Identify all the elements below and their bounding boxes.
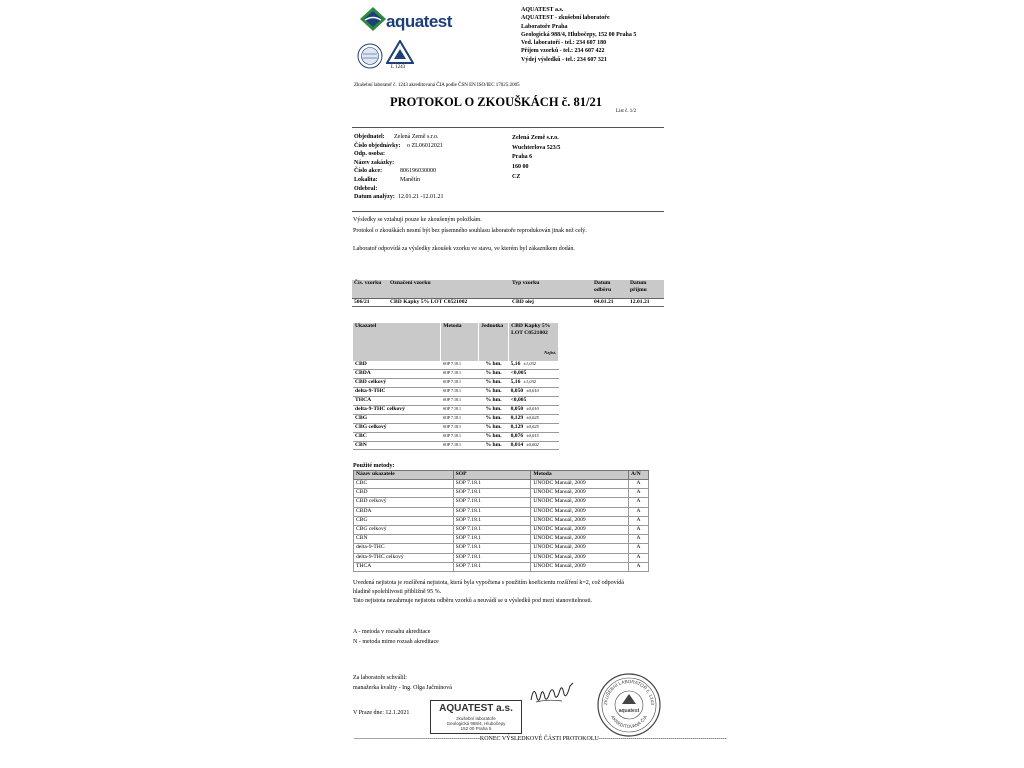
table-row bbox=[353, 361, 559, 370]
result-uncertainty bbox=[526, 397, 529, 402]
divider bbox=[352, 211, 664, 212]
note-line: hladině spolehlivosti přibližně 95 %. bbox=[353, 589, 442, 595]
result-name: CBD celkový bbox=[353, 379, 441, 388]
result-value-cell bbox=[509, 388, 559, 397]
address-line: Zelená Země s.r.o. bbox=[512, 135, 559, 141]
sample-cell: 04.01.21 bbox=[592, 298, 628, 306]
sample-cell: 12.01.21 bbox=[628, 298, 664, 306]
result-method: SOP 7.18.1 bbox=[441, 397, 479, 406]
results-header: Metoda bbox=[441, 323, 479, 361]
client-address bbox=[512, 134, 560, 183]
lab-info bbox=[521, 6, 636, 64]
stamp-name: AQUATEST a.s. bbox=[439, 703, 513, 714]
lab-info-line: Geologická 988/4, Hlubočepy, 152 00 Praha 5 bbox=[521, 31, 637, 38]
stamp-line: 152 00 Praha 5 bbox=[460, 726, 492, 731]
client-label: Číslo objednávky: bbox=[354, 142, 401, 149]
method-cell: CBD celkový bbox=[354, 498, 454, 507]
result-unit: % hm. bbox=[479, 414, 509, 423]
table-row bbox=[353, 414, 559, 423]
result-value: 5,16 bbox=[510, 361, 521, 367]
result-method: SOP 7.18.1 bbox=[441, 379, 479, 388]
result-uncertainty: ±1,032 bbox=[523, 361, 537, 366]
method-cell: UNODC Manuál, 2009 bbox=[531, 498, 629, 507]
method-cell: THCA bbox=[354, 562, 454, 571]
method-cell: SOP 7.18.1 bbox=[453, 489, 531, 498]
samples-header: Datum odběru bbox=[592, 280, 628, 298]
logo-text: aquatest bbox=[386, 12, 452, 31]
result-method: SOP 7.18.1 bbox=[441, 361, 479, 370]
result-name: THCA bbox=[353, 397, 441, 406]
result-uncertainty: ±0,002 bbox=[526, 441, 539, 447]
client-value: Manětín bbox=[400, 176, 420, 183]
method-cell: A bbox=[629, 516, 649, 525]
method-cell: SOP 7.18.1 bbox=[453, 525, 531, 534]
method-cell: CBG bbox=[354, 516, 454, 525]
round-accreditation-stamp-icon bbox=[596, 672, 662, 738]
result-value: <0,005 bbox=[510, 370, 527, 377]
method-cell: CBDA bbox=[354, 507, 454, 516]
round-stamp-center: aquatest bbox=[618, 708, 640, 714]
client-row bbox=[354, 142, 443, 152]
address-line: Wuchterlova 523/5 bbox=[512, 144, 561, 151]
methods-title: Použité metody: bbox=[353, 463, 395, 469]
client-row bbox=[354, 151, 401, 160]
result-value: 5,16 bbox=[510, 379, 521, 386]
method-cell: CBG celkový bbox=[354, 525, 454, 534]
result-value: 0,050 bbox=[510, 405, 524, 412]
table-row bbox=[353, 370, 559, 379]
result-value: <0,005 bbox=[510, 397, 527, 404]
result-name: CBN bbox=[353, 441, 441, 450]
client-value: Zelená Země s.r.o. bbox=[394, 134, 439, 140]
result-method: SOP 7.18.1 bbox=[441, 405, 479, 414]
table-row bbox=[353, 397, 559, 406]
result-method: SOP 7.18.1 bbox=[441, 423, 479, 432]
table-row bbox=[352, 298, 664, 306]
result-uncertainty: ±0,025 bbox=[526, 414, 539, 420]
results-header-sample bbox=[509, 323, 559, 361]
result-method: SOP 7.18.1 bbox=[441, 432, 479, 441]
result-uncertainty: ±0,010 bbox=[526, 405, 539, 411]
method-cell: A bbox=[629, 535, 649, 544]
method-cell: UNODC Manuál, 2009 bbox=[531, 480, 629, 489]
method-cell: A bbox=[629, 489, 649, 498]
method-cell: UNODC Manuál, 2009 bbox=[531, 562, 629, 571]
statement: Laboratoř odpovídá za výsledky zkoušek vzorku ve stavu, ve kterém byl zákazníkem dodán. bbox=[353, 246, 575, 252]
table-row bbox=[354, 553, 649, 562]
method-cell: UNODC Manuál, 2009 bbox=[531, 535, 629, 544]
table-row bbox=[354, 489, 649, 498]
method-cell: UNODC Manuál, 2009 bbox=[531, 507, 629, 516]
method-cell: SOP 7.18.1 bbox=[453, 507, 531, 516]
result-uncertainty bbox=[526, 370, 529, 375]
document-page bbox=[340, 0, 727, 768]
result-value-cell bbox=[509, 423, 559, 432]
method-cell: A bbox=[629, 525, 649, 534]
result-unit: % hm. bbox=[479, 441, 509, 450]
result-value-cell bbox=[509, 397, 559, 406]
result-method: SOP 7.18.1 bbox=[441, 441, 479, 450]
aquatest-logo bbox=[358, 6, 480, 32]
result-uncertainty: ±0,025 bbox=[526, 423, 539, 429]
table-row bbox=[353, 388, 559, 397]
results-header: Ukazatel bbox=[353, 323, 441, 361]
stamp-line: zkušební laboratoře bbox=[456, 716, 496, 721]
note-line: Tato nejistota nezahrnuje nejistotu odběru vzorků a neuvádí se u výsledků pod mezí stanovitelnosti. bbox=[353, 598, 593, 604]
method-cell: SOP 7.18.1 bbox=[453, 562, 531, 571]
method-cell: UNODC Manuál, 2009 bbox=[531, 489, 629, 498]
client-row bbox=[354, 168, 436, 177]
address-line: 160 00 bbox=[512, 164, 529, 171]
approval bbox=[353, 673, 452, 693]
lab-info-line: AQUATEST - zkušební laboratoře bbox=[521, 15, 610, 22]
result-name: CBDA bbox=[353, 370, 441, 379]
lab-info-line: Laboratoře Praha bbox=[521, 23, 568, 30]
company-stamp bbox=[430, 700, 522, 734]
lab-info-line: Příjem vzorků - tel.: 234 607 422 bbox=[521, 48, 605, 55]
result-unit: % hm. bbox=[479, 370, 509, 379]
cia-accreditation-seal bbox=[386, 40, 414, 72]
uncertainty-header: Nejist. bbox=[544, 350, 556, 355]
table-row bbox=[354, 516, 649, 525]
method-cell: A bbox=[629, 553, 649, 562]
client-info bbox=[354, 134, 444, 203]
statement: Protokol o zkouškách nesmí být bez písemného souhlasu laboratoře reprodukován jinak než celý. bbox=[353, 228, 587, 234]
result-value-cell bbox=[509, 405, 559, 414]
accreditation-line: Zkušební laboratoř č. 1243 akreditovaná ČIA podle ČSN EN ISO/IEC 17025:2005 bbox=[354, 83, 520, 88]
method-cell: CBN bbox=[354, 535, 454, 544]
result-value: 0,076 bbox=[510, 432, 524, 439]
result-value-cell bbox=[509, 361, 559, 370]
table-row bbox=[353, 423, 559, 432]
method-cell: A bbox=[629, 507, 649, 516]
method-cell: CBD bbox=[354, 489, 454, 498]
result-uncertainty: ±0,010 bbox=[526, 388, 539, 394]
date-line: V Praze dne: 12.1.2021 bbox=[353, 710, 410, 716]
result-unit: % hm. bbox=[479, 432, 509, 441]
result-name: CBG bbox=[353, 414, 441, 423]
result-value: 0,050 bbox=[510, 388, 524, 395]
results-table bbox=[353, 323, 559, 450]
table-row bbox=[354, 498, 649, 507]
accreditation-legend bbox=[353, 628, 439, 647]
table-row bbox=[353, 379, 559, 388]
methods-header: SOP bbox=[453, 471, 531, 480]
cia-accreditation-icon bbox=[386, 40, 414, 64]
method-cell: CBC bbox=[354, 480, 454, 489]
result-unit: % hm. bbox=[479, 397, 509, 406]
legend-line: N - metoda mimo rozsah akreditace bbox=[353, 638, 439, 645]
method-cell: UNODC Manuál, 2009 bbox=[531, 516, 629, 525]
stamp-line: Geologická 988/4, Hlubočepy bbox=[446, 721, 506, 726]
client-row bbox=[354, 134, 439, 143]
round-stamp-top: ZKUŠEBNÍ LABORATOŘ č. 1243 bbox=[602, 678, 656, 706]
table-row bbox=[354, 562, 649, 571]
statement: Výsledky se vztahují pouze ke zkoušeným položkám. bbox=[353, 217, 482, 223]
sheet-number: List č. 1/2 bbox=[616, 109, 637, 114]
divider bbox=[352, 127, 664, 128]
ilac-mra-seal-icon bbox=[357, 43, 383, 69]
result-name: delta-9-THC celkový bbox=[353, 405, 441, 414]
legend-line: A - metoda v rozsahu akreditace bbox=[353, 629, 431, 635]
result-value-cell bbox=[509, 441, 559, 450]
result-unit: % hm. bbox=[479, 361, 509, 370]
cia-label: L 1243 bbox=[391, 65, 406, 70]
result-name: CBD bbox=[353, 361, 441, 370]
client-row bbox=[354, 186, 401, 195]
method-cell: SOP 7.18.1 bbox=[453, 535, 531, 544]
method-cell: delta-9-THC bbox=[354, 544, 454, 553]
method-cell: UNODC Manuál, 2009 bbox=[531, 525, 629, 534]
uncertainty-notes bbox=[353, 579, 624, 606]
result-method: SOP 7.18.1 bbox=[441, 388, 479, 397]
methods-header: Název ukazatele bbox=[354, 471, 454, 480]
method-cell: delta-9-THC celkový bbox=[354, 553, 454, 562]
approval-line: Za laboratoře schválil: bbox=[353, 675, 407, 681]
method-cell: SOP 7.18.1 bbox=[453, 516, 531, 525]
result-uncertainty: ±0,015 bbox=[526, 432, 539, 438]
sample-cell: 506/21 bbox=[352, 298, 388, 306]
note-line: Uvedená nejistota je rozšířená nejistota, která byla vypočtena s použitím koeficientu rozšíření k=2, což odpovídá bbox=[353, 580, 624, 586]
page-title: PROTOKOL O ZKOUŠKÁCH č. 81/21 bbox=[390, 95, 602, 109]
samples-table bbox=[352, 280, 664, 307]
table-row bbox=[354, 525, 649, 534]
client-label: Odp. osoba: bbox=[354, 151, 386, 158]
client-value: o ZL06012021 bbox=[407, 142, 443, 149]
result-unit: % hm. bbox=[479, 405, 509, 414]
result-name: CBG celkový bbox=[353, 423, 441, 432]
samples-header: Označení vzorku bbox=[388, 280, 510, 298]
address-line: Praha 6 bbox=[512, 154, 533, 161]
result-name: delta-9-THC bbox=[353, 388, 441, 397]
round-stamp-bottom: AKREDITOVANÁ ČIA bbox=[610, 714, 648, 730]
method-cell: A bbox=[629, 480, 649, 489]
results-header: Jednotka bbox=[479, 323, 509, 361]
client-label: Lokalita: bbox=[354, 176, 378, 183]
method-cell: A bbox=[629, 544, 649, 553]
client-value: 806196030000 bbox=[400, 168, 436, 175]
method-cell: UNODC Manuál, 2009 bbox=[531, 544, 629, 553]
lab-info-line: Výdej výsledků - tel.: 234 607 321 bbox=[521, 56, 607, 63]
end-of-results: ---------------------------------------------------------------KONEC VÝSLEDKOVÉ ČÁSTI PROTOKOLU---------------------------------------------------------------- bbox=[354, 736, 727, 742]
address-line: CZ bbox=[512, 173, 521, 180]
aquatest-logo-icon bbox=[358, 6, 388, 32]
approval-line: manažerka kvality - Ing. Olga Jačmínová bbox=[353, 685, 452, 691]
client-row bbox=[354, 194, 444, 203]
client-label: Odebral: bbox=[354, 185, 378, 192]
client-label: Objednatel: bbox=[354, 134, 385, 140]
table-row bbox=[353, 432, 559, 441]
result-unit: % hm. bbox=[479, 423, 509, 432]
result-name: CBC bbox=[353, 432, 441, 441]
lab-info-line: AQUATEST a.s. bbox=[521, 7, 564, 13]
lab-info-line: Ved. laboratoří - tel.: 234 607 180 bbox=[521, 40, 607, 47]
result-value: 0,129 bbox=[510, 423, 524, 430]
samples-header: Typ vzorku bbox=[510, 280, 592, 298]
result-value: 0,014 bbox=[510, 441, 524, 448]
methods-header: A/N bbox=[629, 471, 649, 480]
table-row bbox=[354, 544, 649, 553]
methods-table bbox=[353, 470, 649, 572]
accreditation-stamp bbox=[596, 672, 662, 738]
result-unit: % hm. bbox=[479, 388, 509, 397]
samples-header: Datum příjmu bbox=[628, 280, 664, 298]
table-row bbox=[354, 480, 649, 489]
signature-icon bbox=[528, 680, 576, 708]
methods-header: Metoda bbox=[531, 471, 629, 480]
method-cell: SOP 7.18.1 bbox=[453, 553, 531, 562]
method-cell: UNODC Manuál, 2009 bbox=[531, 553, 629, 562]
method-cell: A bbox=[629, 562, 649, 571]
result-uncertainty: ±1,032 bbox=[523, 379, 537, 385]
result-value-cell bbox=[509, 432, 559, 441]
client-value: 12.01.21 -12.01.21 bbox=[398, 194, 444, 201]
sample-cell: CBD Kapky 5% LOT C0521002 bbox=[388, 298, 510, 306]
result-method: SOP 7.18.1 bbox=[441, 414, 479, 423]
table-row bbox=[354, 535, 649, 544]
method-cell: A bbox=[629, 498, 649, 507]
result-value-cell bbox=[509, 379, 559, 388]
result-value-cell bbox=[509, 370, 559, 379]
method-cell: SOP 7.18.1 bbox=[453, 544, 531, 553]
client-row bbox=[354, 176, 420, 186]
result-method: SOP 7.18.1 bbox=[441, 370, 479, 379]
result-value-cell bbox=[509, 414, 559, 423]
method-cell: SOP 7.18.1 bbox=[453, 498, 531, 507]
table-row bbox=[353, 441, 559, 450]
results-header-sample-label: CBD Kapky 5% LOT C0521002 bbox=[511, 323, 551, 336]
svg-text:AKREDITOVANÁ ČIA bbox=[610, 714, 648, 729]
result-value: 0,129 bbox=[510, 414, 524, 421]
sample-cell: CBD olej bbox=[510, 298, 592, 306]
ilac-mra-seal bbox=[357, 43, 383, 69]
result-unit: % hm. bbox=[479, 379, 509, 388]
table-row bbox=[353, 405, 559, 414]
client-label: Datum analýzy: bbox=[354, 194, 395, 201]
table-row bbox=[354, 507, 649, 516]
method-cell: SOP 7.18.1 bbox=[453, 480, 531, 489]
samples-header: Čís. vzorku bbox=[352, 280, 388, 298]
client-label: Číslo akce: bbox=[354, 168, 383, 175]
signature bbox=[528, 680, 576, 708]
client-label: Název zakázky: bbox=[354, 159, 395, 166]
